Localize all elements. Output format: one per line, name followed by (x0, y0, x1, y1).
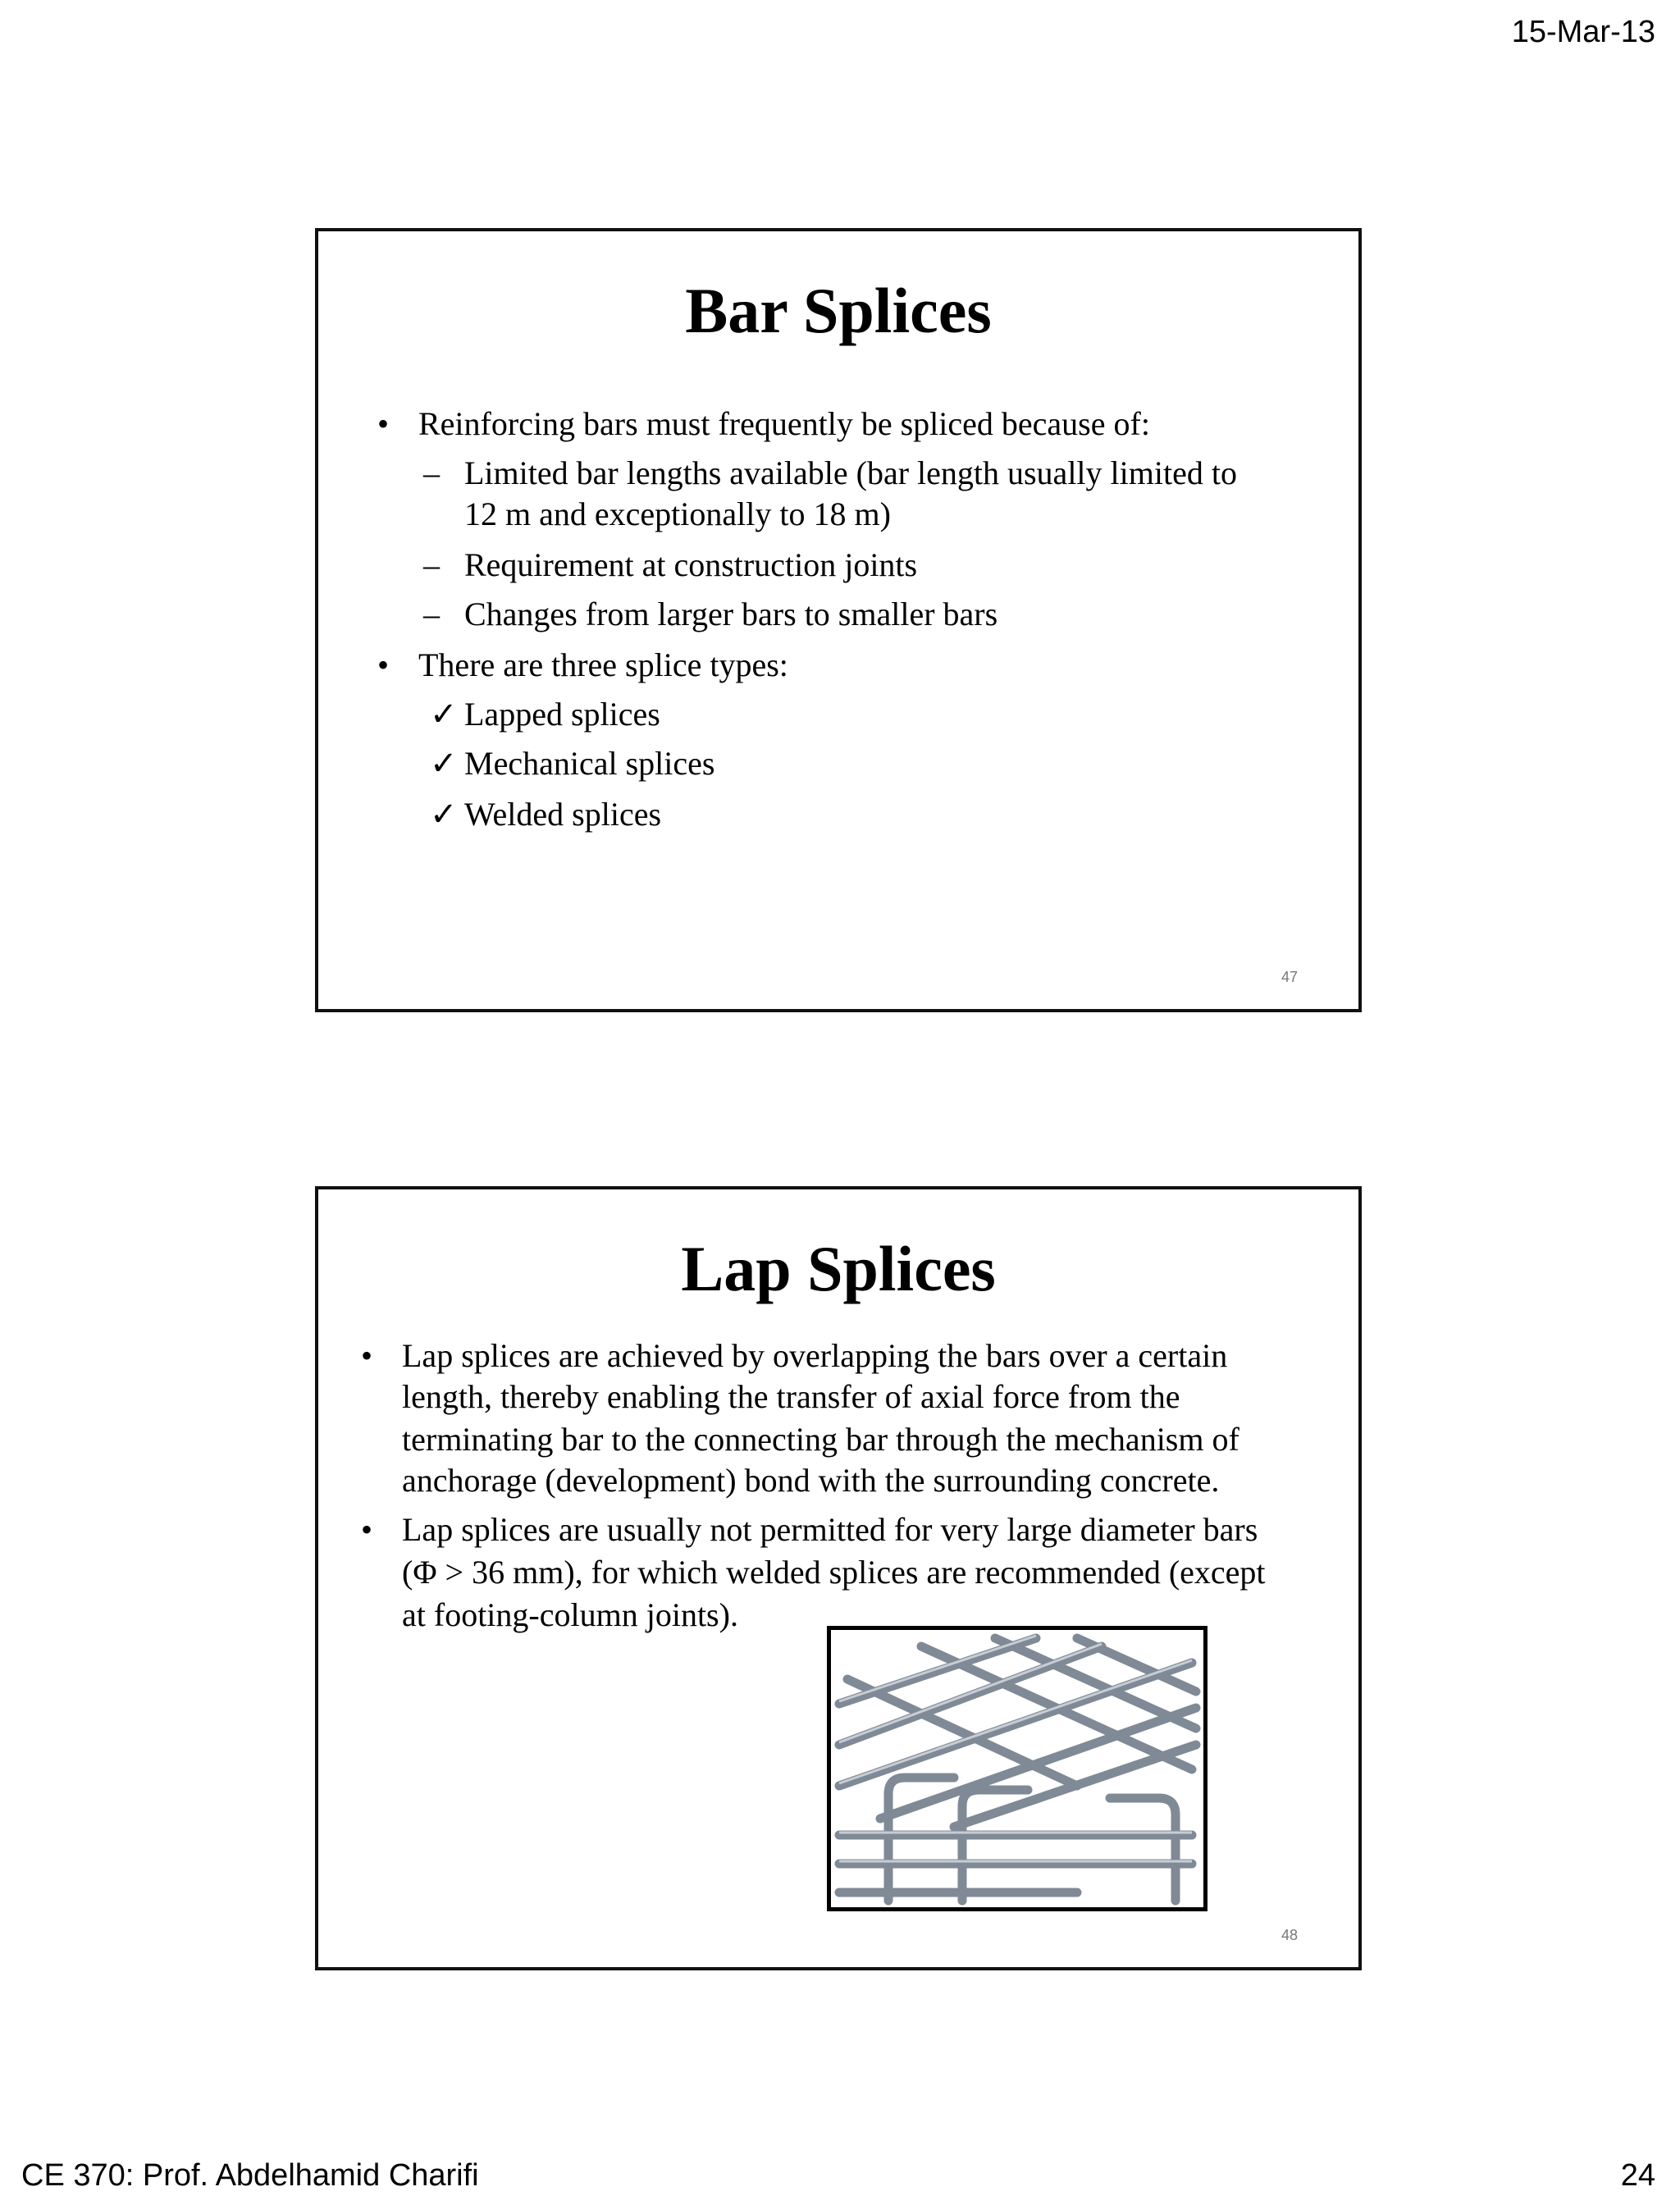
bullet-text-line: anchorage (development) bond with the surrounding concrete. (402, 1462, 1220, 1499)
slide-title: Bar Splices (685, 275, 992, 346)
slide-number: 47 (1281, 969, 1298, 985)
check-item-text: Mechanical splices (464, 745, 715, 782)
dash-icon: – (423, 454, 440, 491)
sub-bullet-text: Changes from larger bars to smaller bars (464, 596, 998, 632)
bullet-text-line: at footing-column joints). (402, 1596, 738, 1633)
bullet-icon: • (361, 1511, 373, 1548)
dash-icon: – (423, 596, 440, 632)
bullet-text-line: Lap splices are achieved by overlapping the bars over a certain (402, 1337, 1228, 1374)
checkmark-icon: ✓ (430, 745, 458, 782)
rebar-cage-image (827, 1626, 1208, 1911)
slide-number: 48 (1281, 1927, 1298, 1943)
bullet-text-line: Lap splices are usually not permitted for very large diameter bars (402, 1511, 1258, 1548)
bullet-text-line: length, thereby enabling the transfer of axial force from the (402, 1378, 1180, 1415)
footer-course: CE 370: Prof. Abdelhamid Charifi (21, 2158, 479, 2193)
bullet-text-line: (Φ > 36 mm), for which welded splices are recommended (except (402, 1554, 1266, 1591)
checkmark-icon: ✓ (430, 796, 458, 833)
bullet-text-line: terminating bar to the connecting bar through the mechanism of (402, 1421, 1239, 1458)
check-item-text: Welded splices (464, 796, 662, 833)
bullet-icon: • (377, 405, 390, 442)
checkmark-icon: ✓ (430, 696, 458, 733)
slide-bar-splices (315, 228, 1362, 1012)
rebar-illustration (831, 1630, 1203, 1907)
bullet-text: Reinforcing bars must frequently be spliced because of: (418, 405, 1150, 442)
check-item-text: Lapped splices (464, 696, 660, 733)
bullet-icon: • (377, 646, 390, 683)
footer-page-number: 24 (1620, 2158, 1655, 2193)
bullet-text: There are three splice types: (418, 646, 788, 683)
page-date: 15-Mar-13 (1511, 15, 1655, 49)
slide-title: Lap Splices (681, 1233, 996, 1304)
slide-lap-splices (315, 1186, 1362, 1970)
sub-bullet-text: Limited bar lengths available (bar length usually limited to (464, 454, 1237, 491)
sub-bullet-text-cont: 12 m and exceptionally to 18 m) (464, 495, 891, 532)
dash-icon: – (423, 546, 440, 583)
bullet-icon: • (361, 1337, 373, 1374)
sub-bullet-text: Requirement at construction joints (464, 546, 918, 583)
